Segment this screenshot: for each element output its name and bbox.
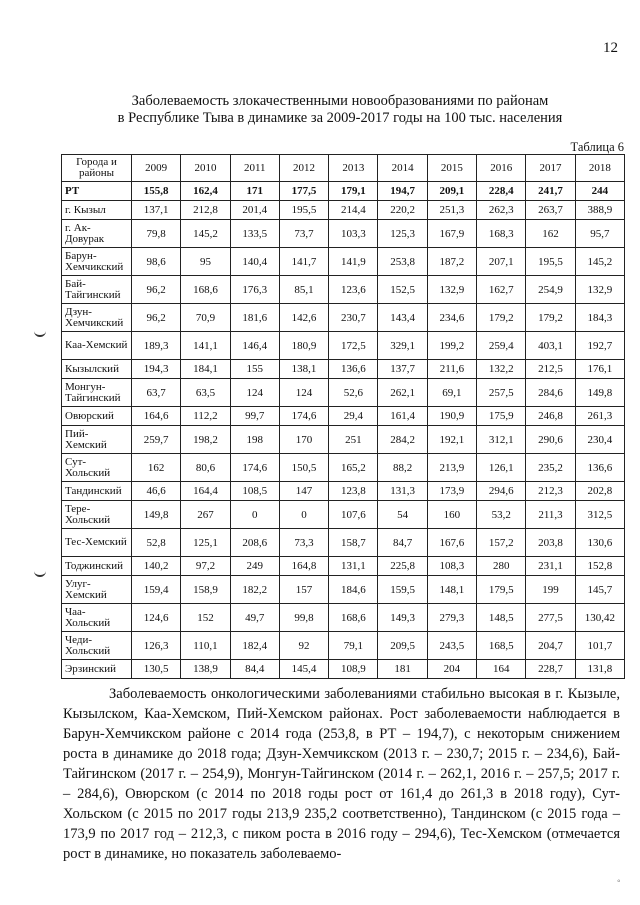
value-cell: 173,9 (427, 482, 476, 501)
value-cell: 212,3 (526, 482, 575, 501)
value-cell: 132,9 (427, 276, 476, 304)
value-cell: 141,7 (279, 248, 328, 276)
table-row (62, 276, 625, 304)
value-cell: 148,5 (477, 604, 526, 632)
value-cell: 138,9 (181, 660, 230, 679)
district-name-cell: Каа-Хемский (62, 332, 132, 360)
district-name-cell: Чеди-Хольский (62, 632, 132, 660)
table-row (62, 529, 625, 557)
value-cell: 204,7 (526, 632, 575, 660)
header-year-cell: 2016 (477, 155, 526, 182)
value-cell: 263,7 (526, 201, 575, 220)
value-cell: 213,9 (427, 454, 476, 482)
value-cell: 165,2 (329, 454, 378, 482)
header-year-cell: 2018 (575, 155, 624, 182)
value-cell: 164 (477, 660, 526, 679)
value-cell: 177,5 (279, 182, 328, 201)
value-cell: 145,2 (575, 248, 624, 276)
value-cell: 403,1 (526, 332, 575, 360)
value-cell: 212,8 (181, 201, 230, 220)
table-row (62, 304, 625, 332)
value-cell: 160 (427, 501, 476, 529)
value-cell: 246,8 (526, 407, 575, 426)
value-cell: 158,9 (181, 576, 230, 604)
value-cell: 125,1 (181, 529, 230, 557)
value-cell: 164,4 (181, 482, 230, 501)
value-cell: 124 (230, 379, 279, 407)
value-cell: 136,6 (575, 454, 624, 482)
value-cell: 175,9 (477, 407, 526, 426)
value-cell: 96,2 (132, 276, 181, 304)
value-cell: 130,42 (575, 604, 624, 632)
district-name-cell: Чаа-Хольский (62, 604, 132, 632)
table-row (62, 660, 625, 679)
district-name-cell: Сут-Хольский (62, 454, 132, 482)
title-line-1: Заболеваемость злокачественными новообразованиями по районам (131, 93, 549, 109)
value-cell: 146,4 (230, 332, 279, 360)
value-cell: 140,4 (230, 248, 279, 276)
value-cell: 85,1 (279, 276, 328, 304)
header-year-cell: 2009 (132, 155, 181, 182)
value-cell: 168,6 (329, 604, 378, 632)
value-cell: 179,5 (477, 576, 526, 604)
value-cell: 181,6 (230, 304, 279, 332)
value-cell: 138,1 (279, 360, 328, 379)
value-cell: 46,6 (132, 482, 181, 501)
value-cell: 52,8 (132, 529, 181, 557)
value-cell: 261,3 (575, 407, 624, 426)
value-cell: 0 (279, 501, 328, 529)
value-cell: 52,6 (329, 379, 378, 407)
value-cell: 152,5 (378, 276, 427, 304)
value-cell: 195,5 (279, 201, 328, 220)
district-name-cell: Тоджинский (62, 557, 132, 576)
value-cell: 99,7 (230, 407, 279, 426)
value-cell: 168,6 (181, 276, 230, 304)
value-cell: 279,3 (427, 604, 476, 632)
value-cell: 187,2 (427, 248, 476, 276)
value-cell: 0 (230, 501, 279, 529)
value-cell: 284,6 (526, 379, 575, 407)
value-cell: 214,4 (329, 201, 378, 220)
value-cell: 108,3 (427, 557, 476, 576)
value-cell: 230,7 (329, 304, 378, 332)
value-cell: 80,6 (181, 454, 230, 482)
value-cell: 162 (132, 454, 181, 482)
value-cell: 257,5 (477, 379, 526, 407)
district-name-cell: Монгун-Тайгинский (62, 379, 132, 407)
value-cell: 184,1 (181, 360, 230, 379)
value-cell: 199,2 (427, 332, 476, 360)
district-name-cell: Тес-Хемский (62, 529, 132, 557)
value-cell: 171 (230, 182, 279, 201)
value-cell: 79,1 (329, 632, 378, 660)
table-row (62, 426, 625, 454)
table-row (62, 501, 625, 529)
value-cell: 201,4 (230, 201, 279, 220)
value-cell: 88,2 (378, 454, 427, 482)
value-cell: 179,1 (329, 182, 378, 201)
value-cell: 131,1 (329, 557, 378, 576)
value-cell: 259,4 (477, 332, 526, 360)
value-cell: 209,1 (427, 182, 476, 201)
value-cell: 148,1 (427, 576, 476, 604)
value-cell: 251,3 (427, 201, 476, 220)
value-cell: 150,5 (279, 454, 328, 482)
value-cell: 98,6 (132, 248, 181, 276)
value-cell: 329,1 (378, 332, 427, 360)
value-cell: 199 (526, 576, 575, 604)
value-cell: 162,4 (181, 182, 230, 201)
value-cell: 167,9 (427, 220, 476, 248)
value-cell: 235,2 (526, 454, 575, 482)
value-cell: 241,7 (526, 182, 575, 201)
table-row (62, 557, 625, 576)
value-cell: 49,7 (230, 604, 279, 632)
value-cell: 228,7 (526, 660, 575, 679)
value-cell: 253,8 (378, 248, 427, 276)
value-cell: 145,7 (575, 576, 624, 604)
value-cell: 167,6 (427, 529, 476, 557)
header-year-cell: 2011 (230, 155, 279, 182)
header-year-cell: 2017 (526, 155, 575, 182)
value-cell: 126,3 (132, 632, 181, 660)
value-cell: 70,9 (181, 304, 230, 332)
value-cell: 179,2 (477, 304, 526, 332)
value-cell: 182,2 (230, 576, 279, 604)
value-cell: 181 (378, 660, 427, 679)
value-cell: 159,5 (378, 576, 427, 604)
value-cell: 234,6 (427, 304, 476, 332)
value-cell: 157,2 (477, 529, 526, 557)
value-cell: 131,8 (575, 660, 624, 679)
value-cell: 202,8 (575, 482, 624, 501)
value-cell: 198,2 (181, 426, 230, 454)
value-cell: 172,5 (329, 332, 378, 360)
district-name-cell: Дзун-Хемчикский (62, 304, 132, 332)
value-cell: 155 (230, 360, 279, 379)
value-cell: 110,1 (181, 632, 230, 660)
value-cell: 231,1 (526, 557, 575, 576)
value-cell: 73,7 (279, 220, 328, 248)
value-cell: 63,5 (181, 379, 230, 407)
value-cell: 164,6 (132, 407, 181, 426)
value-cell: 174,6 (230, 454, 279, 482)
district-name-cell: Улуг-Хемский (62, 576, 132, 604)
value-cell: 211,3 (526, 501, 575, 529)
value-cell: 388,9 (575, 201, 624, 220)
table-row (62, 360, 625, 379)
value-cell: 141,1 (181, 332, 230, 360)
value-cell: 137,7 (378, 360, 427, 379)
header-name-cell: Города и районы (62, 155, 132, 182)
value-cell: 101,7 (575, 632, 624, 660)
value-cell: 162,7 (477, 276, 526, 304)
value-cell: 230,4 (575, 426, 624, 454)
header-year-cell: 2015 (427, 155, 476, 182)
value-cell: 132,2 (477, 360, 526, 379)
table-row (62, 632, 625, 660)
value-cell: 84,7 (378, 529, 427, 557)
table-row (62, 332, 625, 360)
value-cell: 168,5 (477, 632, 526, 660)
value-cell: 294,6 (477, 482, 526, 501)
value-cell: 147 (279, 482, 328, 501)
district-name-cell: Кызылский (62, 360, 132, 379)
district-name-cell: Эрзинский (62, 660, 132, 679)
district-name-cell: Тандинский (62, 482, 132, 501)
value-cell: 220,2 (378, 201, 427, 220)
value-cell: 149,8 (132, 501, 181, 529)
district-name-cell: г. Ак-Довурак (62, 220, 132, 248)
district-name-cell: Бай-Тайгинский (62, 276, 132, 304)
value-cell: 284,2 (378, 426, 427, 454)
value-cell: 176,3 (230, 276, 279, 304)
value-cell: 259,7 (132, 426, 181, 454)
value-cell: 158,7 (329, 529, 378, 557)
value-cell: 108,9 (329, 660, 378, 679)
value-cell: 142,6 (279, 304, 328, 332)
value-cell: 112,2 (181, 407, 230, 426)
value-cell: 244 (575, 182, 624, 201)
value-cell: 107,6 (329, 501, 378, 529)
value-cell: 184,6 (329, 576, 378, 604)
value-cell: 108,5 (230, 482, 279, 501)
district-name-cell: Тере-Хольский (62, 501, 132, 529)
value-cell: 123,6 (329, 276, 378, 304)
value-cell: 133,5 (230, 220, 279, 248)
margin-mark (34, 331, 46, 337)
value-cell: 228,4 (477, 182, 526, 201)
value-cell: 209,5 (378, 632, 427, 660)
value-cell: 211,6 (427, 360, 476, 379)
value-cell: 254,9 (526, 276, 575, 304)
table-row (62, 407, 625, 426)
value-cell: 267 (181, 501, 230, 529)
value-cell: 176,1 (575, 360, 624, 379)
value-cell: 124 (279, 379, 328, 407)
value-cell: 198 (230, 426, 279, 454)
value-cell: 162 (526, 220, 575, 248)
header-year-cell: 2013 (329, 155, 378, 182)
value-cell: 212,5 (526, 360, 575, 379)
header-year-cell: 2010 (181, 155, 230, 182)
value-cell: 124,6 (132, 604, 181, 632)
value-cell: 84,4 (230, 660, 279, 679)
value-cell: 251 (329, 426, 378, 454)
margin-mark (34, 571, 46, 577)
value-cell: 53,2 (477, 501, 526, 529)
value-cell: 194,7 (378, 182, 427, 201)
value-cell: 208,6 (230, 529, 279, 557)
value-cell: 149,3 (378, 604, 427, 632)
value-cell: 277,5 (526, 604, 575, 632)
value-cell: 131,3 (378, 482, 427, 501)
table-row (62, 220, 625, 248)
value-cell: 73,3 (279, 529, 328, 557)
value-cell: 170 (279, 426, 328, 454)
value-cell: 79,8 (132, 220, 181, 248)
value-cell: 152 (181, 604, 230, 632)
value-cell: 130,6 (575, 529, 624, 557)
value-cell: 96,2 (132, 304, 181, 332)
value-cell: 262,3 (477, 201, 526, 220)
district-name-cell: Пий-Хемский (62, 426, 132, 454)
value-cell: 180,9 (279, 332, 328, 360)
value-cell: 168,3 (477, 220, 526, 248)
value-cell: 280 (477, 557, 526, 576)
value-cell: 103,3 (329, 220, 378, 248)
value-cell: 99,8 (279, 604, 328, 632)
value-cell: 194,3 (132, 360, 181, 379)
value-cell: 97,2 (181, 557, 230, 576)
value-cell: 190,9 (427, 407, 476, 426)
value-cell: 179,2 (526, 304, 575, 332)
value-cell: 290,6 (526, 426, 575, 454)
title-line-2: в Республике Тыва в динамике за 2009-2017 годы на 100 тыс. населения (117, 110, 563, 126)
district-name-cell: РТ (62, 182, 132, 201)
district-name-cell: Барун-Хемчикский (62, 248, 132, 276)
value-cell: 136,6 (329, 360, 378, 379)
value-cell: 195,5 (526, 248, 575, 276)
value-cell: 29,4 (329, 407, 378, 426)
value-cell: 182,4 (230, 632, 279, 660)
value-cell: 54 (378, 501, 427, 529)
table-row (62, 248, 625, 276)
header-year-cell: 2014 (378, 155, 427, 182)
value-cell: 145,2 (181, 220, 230, 248)
value-cell: 174,6 (279, 407, 328, 426)
table-row (62, 379, 625, 407)
value-cell: 149,8 (575, 379, 624, 407)
value-cell: 157 (279, 576, 328, 604)
value-cell: 249 (230, 557, 279, 576)
value-cell: 192,7 (575, 332, 624, 360)
table-label: Таблица 6 (570, 140, 624, 154)
value-cell: 132,9 (575, 276, 624, 304)
value-cell: 126,1 (477, 454, 526, 482)
table-row (62, 576, 625, 604)
value-cell: 92 (279, 632, 328, 660)
value-cell: 312,1 (477, 426, 526, 454)
value-cell: 95 (181, 248, 230, 276)
value-cell: 207,1 (477, 248, 526, 276)
value-cell: 164,8 (279, 557, 328, 576)
body-paragraph: Заболеваемость онкологическими заболеваниями стабильно высокая в г. Кызыле, Кызылском, Каа-Хемском, Пий-Хемском районах. Рост заболеваемости наблюдается в Барун-Хемчикском районе с 2014 года (253,8, в РТ – 194,7), с некоторым снижением роста в динамике до 2018 года; Дзун-Хемчикском (2013 г. – 230,7; 2015 г. – 234,6), Бай-Тайгинском (2017 г. – 254,9), Монгун-Тайгинском (2014 г. – 262,1, 2016 г. – 257,5; 2017 г. – 284,6), Овюрском (с 2014 по 2018 годы рост от 161,4 до 261,3 в 2018 году), Сут-Хольском (с 2015 по 2017 годы 213,9 235,2 соответственно), Тандинском (с 2015 года – 173,9 по 2017 год – 212,3, с пиком роста в 2016 году – 294,6), Тес-Хемском (отмечается рост в динамике, но показатель заболеваемо- (63, 686, 620, 862)
incidence-table (61, 154, 625, 679)
table-row (62, 182, 625, 201)
value-cell: 69,1 (427, 379, 476, 407)
table-title (60, 93, 620, 127)
value-cell: 130,5 (132, 660, 181, 679)
table-row (62, 201, 625, 220)
district-name-cell: Овюрский (62, 407, 132, 426)
value-cell: 140,2 (132, 557, 181, 576)
table-row (62, 482, 625, 501)
value-cell: 141,9 (329, 248, 378, 276)
value-cell: 123,8 (329, 482, 378, 501)
table-row (62, 454, 625, 482)
page-number: 12 (603, 40, 618, 56)
value-cell: 161,4 (378, 407, 427, 426)
value-cell: 243,5 (427, 632, 476, 660)
value-cell: 225,8 (378, 557, 427, 576)
corner-mark: ◦ (617, 876, 621, 887)
table-row (62, 604, 625, 632)
value-cell: 155,8 (132, 182, 181, 201)
table-header-row (62, 155, 625, 182)
value-cell: 184,3 (575, 304, 624, 332)
value-cell: 204 (427, 660, 476, 679)
value-cell: 152,8 (575, 557, 624, 576)
value-cell: 125,3 (378, 220, 427, 248)
district-name-cell: г. Кызыл (62, 201, 132, 220)
value-cell: 159,4 (132, 576, 181, 604)
value-cell: 137,1 (132, 201, 181, 220)
value-cell: 145,4 (279, 660, 328, 679)
value-cell: 312,5 (575, 501, 624, 529)
header-year-cell: 2012 (279, 155, 328, 182)
value-cell: 189,3 (132, 332, 181, 360)
value-cell: 63,7 (132, 379, 181, 407)
value-cell: 95,7 (575, 220, 624, 248)
value-cell: 192,1 (427, 426, 476, 454)
value-cell: 143,4 (378, 304, 427, 332)
value-cell: 262,1 (378, 379, 427, 407)
value-cell: 203,8 (526, 529, 575, 557)
